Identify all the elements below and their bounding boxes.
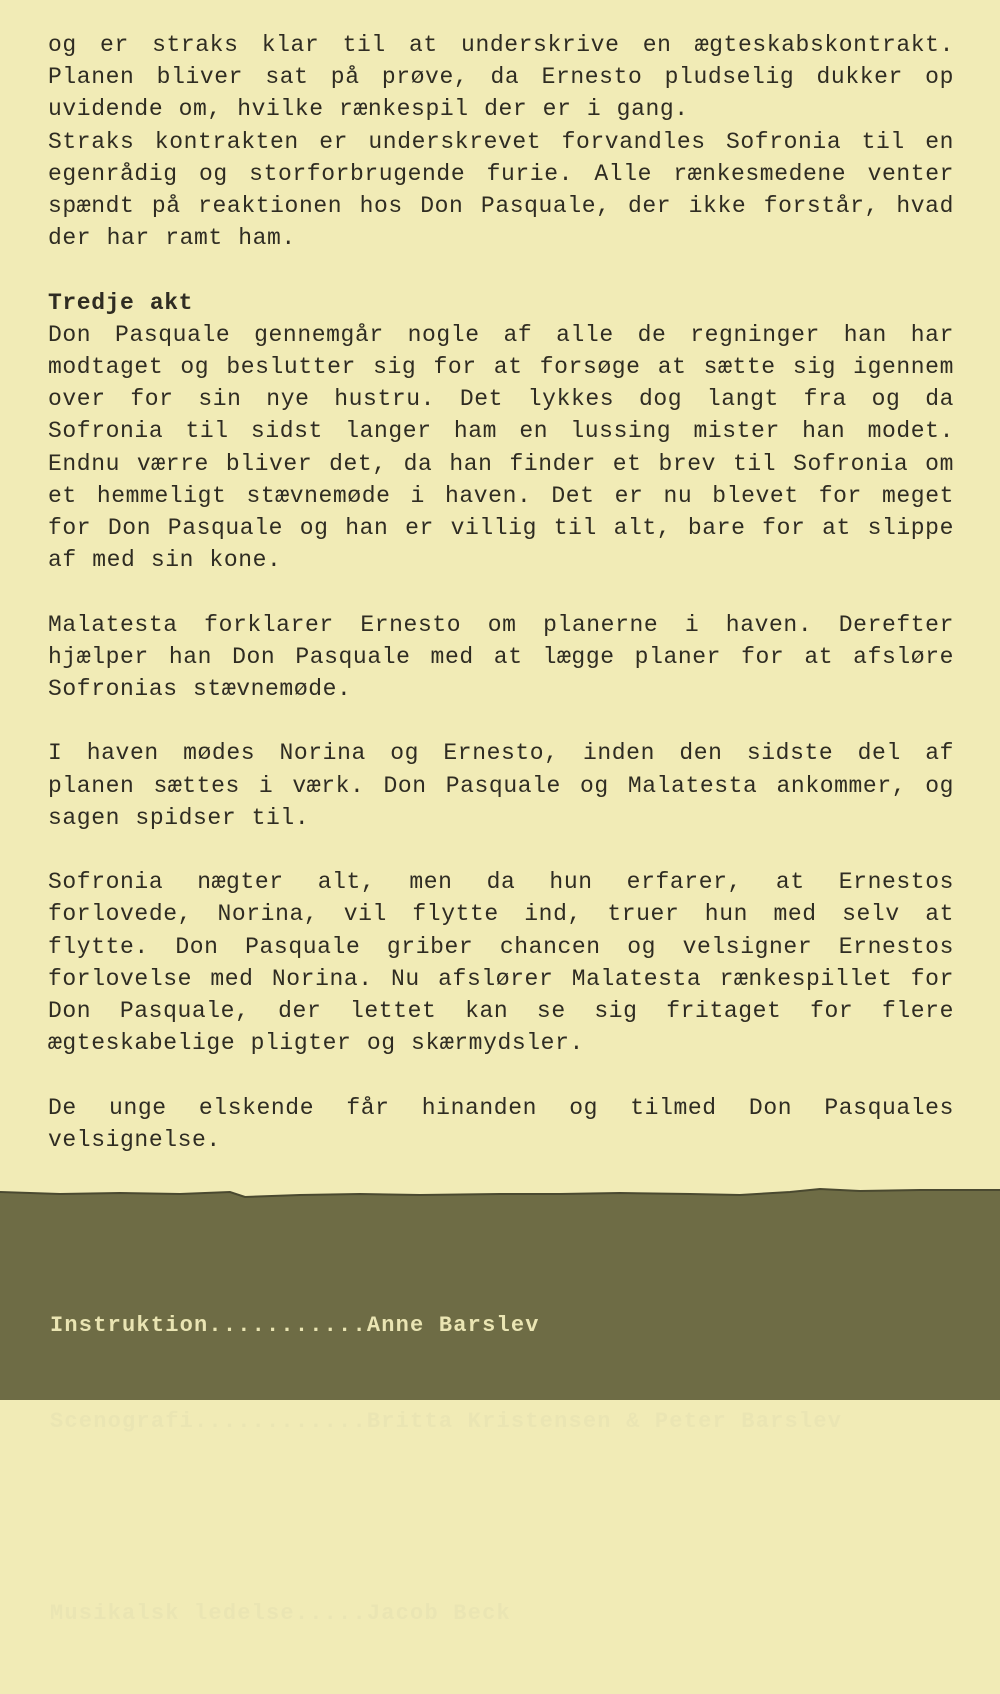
section-heading: Tredje akt	[48, 289, 194, 316]
credit-direction: Instruktion...........Anne Barslev	[50, 1313, 540, 1338]
paragraph-plans: Malatesta forklarer Ernesto om planerne i haven. Derefter hjælper han Don Pasquale med at lægge planer for at afsløre Sofronias stævnemøde.	[48, 611, 954, 703]
paragraph-transformation: Straks kontrakten er underskrevet forvandles Sofronia til en egenrådig og storforbrugende furie. Alle rænkesmedene venter spændt på reaktionen hos Don Pasquale, der ikke forstår, hvad der har ramt ham.	[48, 128, 954, 252]
paragraph-garden: I haven mødes Norina og Ernesto, inden den sidste del af planen sættes i værk. Don Pasquale og Malatesta ankommer, og sagen spidser til.	[48, 740, 954, 831]
paragraph-contract: og er straks klar til at underskrive en ægteskabskontrakt. Planen bliver sat på prøve, da Ernesto pludselig dukker op uvidende om, hvilke rænkespil der er i gang.	[48, 32, 954, 123]
paragraph-denial: Sofronia nægter alt, men da hun erfarer, at Ernestos forlovede, Norina, vil flytte ind, truer hun med selv at flytte. Don Pasquale griber chancen og velsigner Ernestos forlovelse med Norina. Nu afslører Malatesta rænkespillet for Don Pasquale, der lettet kan se sig fritaget for flere ægteskabelige pligter og skærmydsler.	[48, 869, 954, 1057]
credit-scenography: Scenografi............Britta Kristensen & Peter Barslev	[50, 1409, 843, 1434]
synopsis-text	[48, 29, 954, 1156]
paragraph-bills: Don Pasquale gennemgår nogle af alle de regninger han har modtaget og beslutter sig for at forsøge at sætte sig igennem over for sin nye hustru. Det lykkes dog langt fra og da Sofronia til sidst langer ham en lussing mister han modet. Endnu værre bliver det, da han finder et brev til Sofronia om et hemmeligt stævnemøde i haven. Det er nu blevet for meget for Don Pasquale og han er villig til alt, bare for at slippe af med sin kone.	[48, 321, 954, 574]
credits-list	[50, 1246, 970, 1694]
credit-music: Musikalsk ledelse.....Jacob Beck	[50, 1601, 511, 1626]
paragraph-ending: De unge elskende får hinanden og tilmed Don Pasquales velsignelse.	[48, 1094, 954, 1153]
